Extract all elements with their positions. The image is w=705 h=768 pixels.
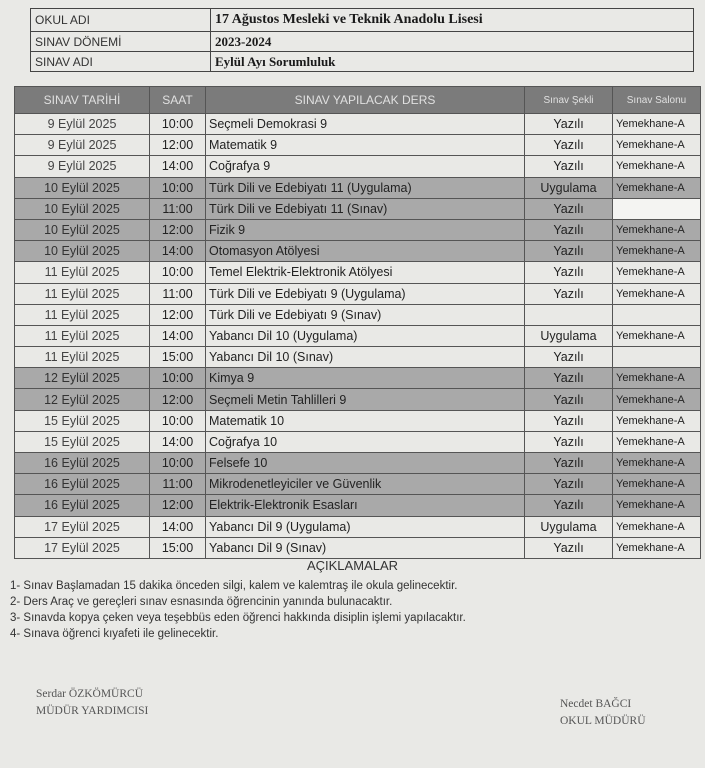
exam-date: 11 Eylül 2025 [15, 283, 150, 304]
exam-time: 10:00 [150, 114, 206, 135]
exam-form: Yazılı [525, 347, 613, 368]
exam-room: Yemekhane-A [613, 495, 701, 516]
header-time: SAAT [150, 87, 206, 114]
signature-title: MÜDÜR YARDIMCISI [36, 705, 149, 717]
exam-time: 14:00 [150, 241, 206, 262]
course-name: Türk Dili ve Edebiyatı 11 (Uygulama) [206, 177, 525, 198]
exam-time: 11:00 [150, 474, 206, 495]
course-name: Fizik 9 [206, 219, 525, 240]
exam-form: Yazılı [525, 474, 613, 495]
course-name: Türk Dili ve Edebiyatı 9 (Uygulama) [206, 283, 525, 304]
exam-name: Eylül Ayı Sorumluluk [211, 52, 694, 72]
exam-form: Yazılı [525, 389, 613, 410]
table-row [15, 325, 701, 346]
exam-form: Yazılı [525, 431, 613, 452]
exam-room: Yemekhane-A [613, 325, 701, 346]
notes-list [10, 578, 690, 642]
exam-room [613, 198, 701, 219]
exam-time: 14:00 [150, 156, 206, 177]
exam-form: Uygulama [525, 325, 613, 346]
exam-time: 15:00 [150, 347, 206, 368]
exam-date: 11 Eylül 2025 [15, 262, 150, 283]
table-row [15, 389, 701, 410]
course-name: Matematik 9 [206, 135, 525, 156]
table-row [15, 135, 701, 156]
header-exam-room: Sınav Salonu [613, 87, 701, 114]
table-row [15, 114, 701, 135]
exam-room: Yemekhane-A [613, 453, 701, 474]
exam-date: 16 Eylül 2025 [15, 495, 150, 516]
exam-form: Yazılı [525, 114, 613, 135]
exam-room: Yemekhane-A [613, 537, 701, 558]
table-row [15, 537, 701, 558]
school-info-table [30, 8, 694, 72]
exam-date: 15 Eylül 2025 [15, 431, 150, 452]
exam-time: 10:00 [150, 177, 206, 198]
exam-room: Yemekhane-A [613, 474, 701, 495]
exam-time: 15:00 [150, 537, 206, 558]
exam-room: Yemekhane-A [613, 431, 701, 452]
exam-time: 14:00 [150, 325, 206, 346]
exam-date: 16 Eylül 2025 [15, 453, 150, 474]
note-item: 4- Sınava öğrenci kıyafeti ile gelinecektir. [10, 628, 219, 640]
exam-form: Yazılı [525, 537, 613, 558]
exam-room [613, 304, 701, 325]
exam-date: 17 Eylül 2025 [15, 537, 150, 558]
exam-form: Yazılı [525, 283, 613, 304]
exam-room: Yemekhane-A [613, 389, 701, 410]
course-name: Seçmeli Metin Tahlilleri 9 [206, 389, 525, 410]
exam-date: 17 Eylül 2025 [15, 516, 150, 537]
exam-date: 16 Eylül 2025 [15, 474, 150, 495]
signature-name: Necdet BAĞCI [560, 698, 632, 710]
course-name: Elektrik-Elektronik Esasları [206, 495, 525, 516]
exam-room: Yemekhane-A [613, 410, 701, 431]
exam-form: Yazılı [525, 495, 613, 516]
course-name: Yabancı Dil 9 (Sınav) [206, 537, 525, 558]
exam-date: 12 Eylül 2025 [15, 368, 150, 389]
exam-date: 10 Eylül 2025 [15, 177, 150, 198]
exam-date: 9 Eylül 2025 [15, 135, 150, 156]
exam-time: 10:00 [150, 410, 206, 431]
info-label: OKUL ADI [31, 9, 211, 32]
exam-time: 10:00 [150, 368, 206, 389]
info-label: SINAV ADI [31, 52, 211, 72]
exam-form: Uygulama [525, 177, 613, 198]
table-row [15, 156, 701, 177]
table-row [15, 198, 701, 219]
exam-date: 11 Eylül 2025 [15, 347, 150, 368]
exam-room: Yemekhane-A [613, 177, 701, 198]
exam-time: 14:00 [150, 516, 206, 537]
exam-date: 10 Eylül 2025 [15, 241, 150, 262]
course-name: Felsefe 10 [206, 453, 525, 474]
course-name: Coğrafya 9 [206, 156, 525, 177]
exam-time: 12:00 [150, 135, 206, 156]
course-name: Coğrafya 10 [206, 431, 525, 452]
exam-room: Yemekhane-A [613, 516, 701, 537]
course-name: Yabancı Dil 9 (Uygulama) [206, 516, 525, 537]
exam-form: Yazılı [525, 219, 613, 240]
exam-date: 9 Eylül 2025 [15, 156, 150, 177]
school-name: 17 Ağustos Mesleki ve Teknik Anadolu Lisesi [211, 9, 694, 32]
exam-date: 11 Eylül 2025 [15, 325, 150, 346]
course-name: Yabancı Dil 10 (Uygulama) [206, 325, 525, 346]
course-name: Matematik 10 [206, 410, 525, 431]
table-row [15, 262, 701, 283]
table-row [15, 495, 701, 516]
course-name: Türk Dili ve Edebiyatı 11 (Sınav) [206, 198, 525, 219]
exam-form: Yazılı [525, 135, 613, 156]
exam-room: Yemekhane-A [613, 114, 701, 135]
exam-form: Yazılı [525, 156, 613, 177]
table-row [15, 410, 701, 431]
header-course: SINAV YAPILACAK DERS [206, 87, 525, 114]
table-row [15, 219, 701, 240]
header-exam-form: Sınav Şekli [525, 87, 613, 114]
exam-form: Yazılı [525, 410, 613, 431]
info-row-exam-name [31, 52, 694, 72]
exam-time: 14:00 [150, 431, 206, 452]
course-name: Temel Elektrik-Elektronik Atölyesi [206, 262, 525, 283]
signature-deputy-principal [36, 686, 148, 720]
exam-form: Yazılı [525, 368, 613, 389]
notes-title: AÇIKLAMALAR [306, 558, 399, 573]
info-label: SINAV DÖNEMİ [31, 32, 211, 52]
table-row [15, 431, 701, 452]
course-name: Otomasyon Atölyesi [206, 241, 525, 262]
exam-room: Yemekhane-A [613, 241, 701, 262]
exam-schedule-table [14, 86, 701, 559]
course-name: Yabancı Dil 10 (Sınav) [206, 347, 525, 368]
exam-date: 15 Eylül 2025 [15, 410, 150, 431]
table-row [15, 347, 701, 368]
exam-time: 10:00 [150, 453, 206, 474]
exam-date: 12 Eylül 2025 [15, 389, 150, 410]
signature-name: Serdar ÖZKÖMÜRCÜ [36, 688, 144, 700]
schedule-body [15, 114, 701, 559]
exam-time: 12:00 [150, 389, 206, 410]
exam-time: 11:00 [150, 283, 206, 304]
exam-room: Yemekhane-A [613, 368, 701, 389]
note-item: 2- Ders Araç ve gereçleri sınav esnasında öğrencinin yanında bulunacaktır. [10, 596, 393, 608]
table-row [15, 453, 701, 474]
course-name: Kimya 9 [206, 368, 525, 389]
exam-form: Yazılı [525, 453, 613, 474]
exam-form: Yazılı [525, 198, 613, 219]
exam-time: 12:00 [150, 219, 206, 240]
exam-form: Yazılı [525, 262, 613, 283]
table-row [15, 474, 701, 495]
exam-room: Yemekhane-A [613, 156, 701, 177]
exam-time: 10:00 [150, 262, 206, 283]
exam-room: Yemekhane-A [613, 283, 701, 304]
exam-room: Yemekhane-A [613, 135, 701, 156]
table-row [15, 177, 701, 198]
exam-room: Yemekhane-A [613, 219, 701, 240]
note-item: 3- Sınavda kopya çeken veya teşebbüs eden öğrenci hakkında disiplin işlemi yapılacaktır. [10, 612, 466, 624]
note-item: 1- Sınav Başlamadan 15 dakika önceden silgi, kalem ve kalemtraş ile okula gelinecektir. [10, 580, 458, 592]
exam-room: Yemekhane-A [613, 262, 701, 283]
course-name: Türk Dili ve Edebiyatı 9 (Sınav) [206, 304, 525, 325]
signature-principal [560, 696, 646, 730]
header-exam-date: SINAV TARİHİ [15, 87, 150, 114]
schedule-header-row [15, 87, 701, 114]
table-row [15, 368, 701, 389]
exam-time: 12:00 [150, 304, 206, 325]
exam-room [613, 347, 701, 368]
table-row [15, 516, 701, 537]
table-row [15, 241, 701, 262]
exam-date: 10 Eylül 2025 [15, 219, 150, 240]
info-row-period [31, 32, 694, 52]
signature-title: OKUL MÜDÜRÜ [560, 715, 646, 727]
course-name: Seçmeli Demokrasi 9 [206, 114, 525, 135]
exam-time: 12:00 [150, 495, 206, 516]
table-row [15, 304, 701, 325]
exam-form: Uygulama [525, 516, 613, 537]
exam-form: Yazılı [525, 241, 613, 262]
course-name: Mikrodenetleyiciler ve Güvenlik [206, 474, 525, 495]
exam-time: 11:00 [150, 198, 206, 219]
exam-date: 11 Eylül 2025 [15, 304, 150, 325]
exam-date: 9 Eylül 2025 [15, 114, 150, 135]
exam-form [525, 304, 613, 325]
info-row-school [31, 9, 694, 32]
table-row [15, 283, 701, 304]
exam-period: 2023-2024 [211, 32, 694, 52]
exam-date: 10 Eylül 2025 [15, 198, 150, 219]
